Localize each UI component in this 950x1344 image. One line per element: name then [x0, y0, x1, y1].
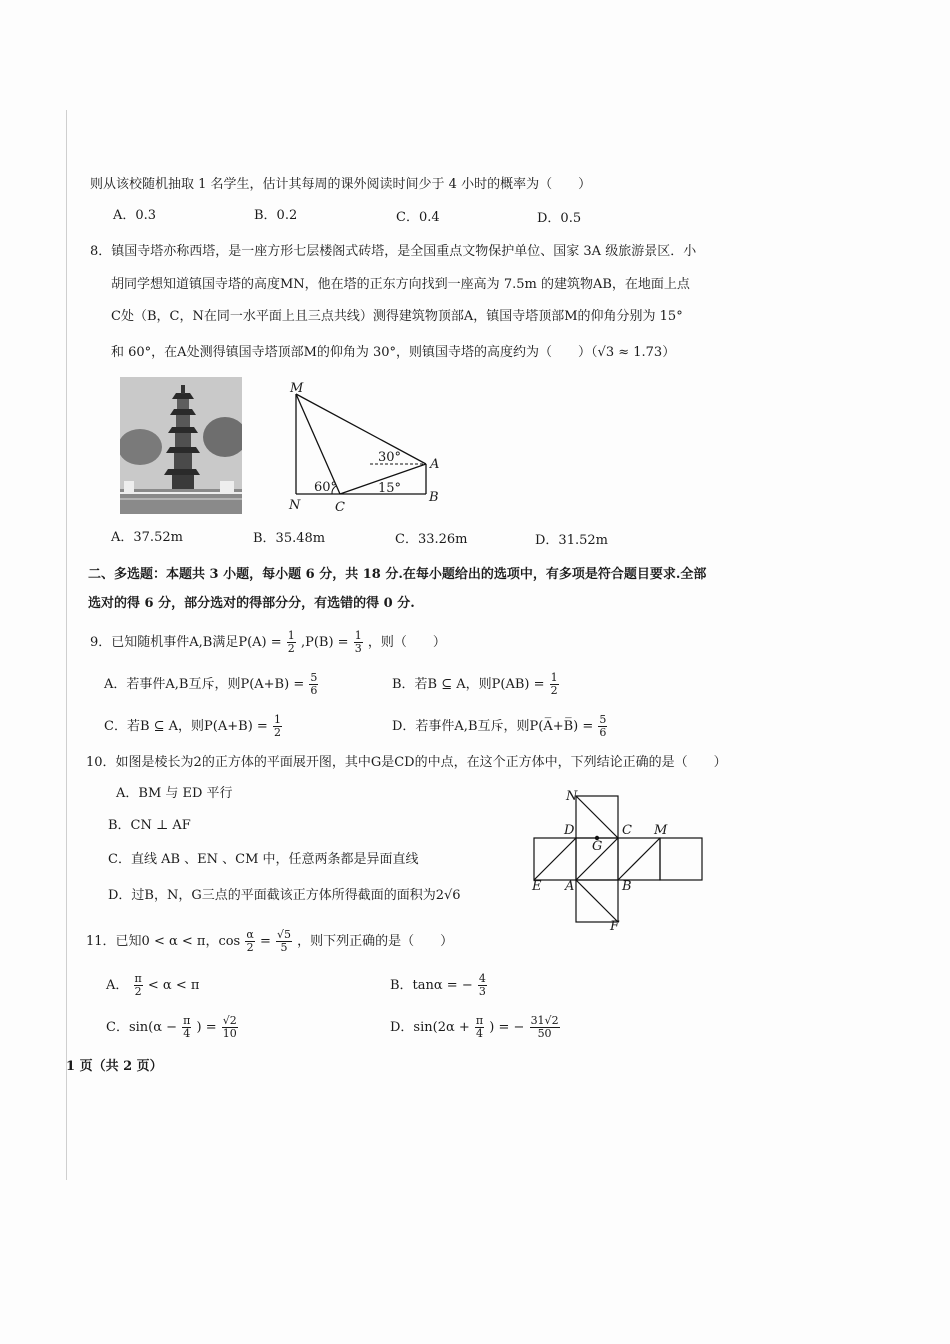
q9-stem: 9．已知随机事件A,B满足P(A) = $\frac{1}{2}$ ,P(B) = $\frac{1}{3}$ ，则（ ） [90, 629, 446, 655]
cube-net-figure [528, 786, 714, 934]
q8-line-1: 8．镇国寺塔亦称西塔，是一座方形七层楼阁式砖塔，是全国重点文物保护单位、国家 3A 级旅游景区．小 [90, 244, 697, 259]
q11-option-b: B．tanα = − $\frac{4}{3}$ [390, 972, 486, 998]
scan-edge-line [66, 110, 67, 1180]
page-footer: 1 页（共 2 页） [66, 1059, 163, 1074]
q11-option-c: C．sin(α − $\frac{\pi}{4}$ ) = $\frac{√2}{10}$ [106, 1014, 237, 1040]
q8-line-3: C处（B，C，N在同一水平面上且三点共线）测得建筑物顶部A，镇国寺塔顶部M的仰角分别为 15° [111, 309, 683, 324]
q10-option-c: C．直线 AB 、EN 、CM 中，任意两条都是异面直线 [108, 852, 419, 867]
q8-line-2: 胡同学想知道镇国寺塔的高度MN，他在塔的正东方向找到一座高为 7.5m 的建筑物AB，在地面上点 [111, 277, 690, 292]
q8-option-c: C．33.26m [395, 532, 468, 547]
section2-line-2: 选对的得 6 分，部分选对的得部分分，有选错的得 0 分. [88, 596, 415, 611]
net-label-a: A [565, 879, 575, 894]
q7-stem: 则从该校随机抽取 1 名学生，估计其每周的课外阅读时间少于 4 小时的概率为（ ） [90, 177, 592, 192]
q8-line-4: 和 60°，在A处测得镇国寺塔顶部M的仰角为 30°，则镇国寺塔的高度约为（ ）（√3 ≈ 1.73） [111, 345, 676, 360]
q7-option-c: C．0.4 [396, 210, 440, 225]
label-m: M [290, 381, 304, 396]
q8-option-b: B．35.48m [253, 531, 326, 546]
q9-option-b: B．若B ⊆ A，则P(AB) = $\frac{1}{2}$ [392, 671, 558, 697]
q11-option-d: D．sin(2α + $\frac{\pi}{4}$ ) = − $\frac{31√2}{50}$ [390, 1014, 559, 1040]
q11-stem: 11．已知0 < α < π，cos $\frac{\alpha}{2}$ = $\frac{√5}{5}$ ，则下列正确的是（ ） [86, 928, 454, 954]
q7-option-d: D．0.5 [537, 211, 582, 226]
q10-option-a: A．BM 与 ED 平行 [116, 786, 233, 801]
label-c: C [335, 500, 345, 515]
label-angle-60: 60° [314, 480, 338, 495]
q8-triangle-figure [284, 378, 454, 518]
net-label-b: B [622, 879, 632, 894]
section2-line-1: 二、多选题：本题共 3 小题，每小题 6 分，共 18 分.在每小题给出的选项中，有多项是符合题目要求.全部 [88, 567, 707, 582]
net-label-e: E [532, 879, 542, 894]
net-label-m: M [654, 823, 668, 838]
q10-option-b: B．CN ⊥ AF [108, 818, 191, 833]
net-label-f: F [610, 919, 620, 934]
q9-option-a: A．若事件A,B互斥，则P(A+B) = $\frac{5}{6}$ [104, 671, 318, 697]
q7-option-b: B．0.2 [254, 208, 298, 223]
label-a: A [430, 457, 440, 472]
label-angle-30: 30° [378, 450, 402, 465]
net-label-n: N [566, 789, 578, 804]
net-label-d: D [564, 823, 575, 838]
net-label-c: C [622, 823, 632, 838]
label-n: N [289, 498, 301, 513]
q9-option-c: C．若B ⊆ A，则P(A+B) = $\frac{1}{2}$ [104, 713, 281, 739]
pagoda-photo [120, 377, 242, 514]
net-label-g: G [592, 839, 603, 854]
q10-stem: 10．如图是棱长为2的正方体的平面展开图，其中G是CD的中点，在这个正方体中，下列结论正确的是（ ） [86, 755, 727, 770]
q10-option-d: D．过B，N，G三点的平面截该正方体所得截面的面积为2√6 [108, 888, 461, 903]
q7-option-a: A．0.3 [113, 208, 157, 223]
q8-option-a: A．37.52m [111, 530, 183, 545]
q8-option-d: D．31.52m [535, 533, 608, 548]
label-angle-15: 15° [378, 481, 402, 496]
q9-option-d: D．若事件A,B互斥，则P(A̅+B̅) = $\frac{5}{6}$ [392, 713, 607, 739]
label-b: B [429, 490, 439, 505]
q11-option-a: A． $\frac{\pi}{2}$ < α < π [106, 972, 200, 998]
